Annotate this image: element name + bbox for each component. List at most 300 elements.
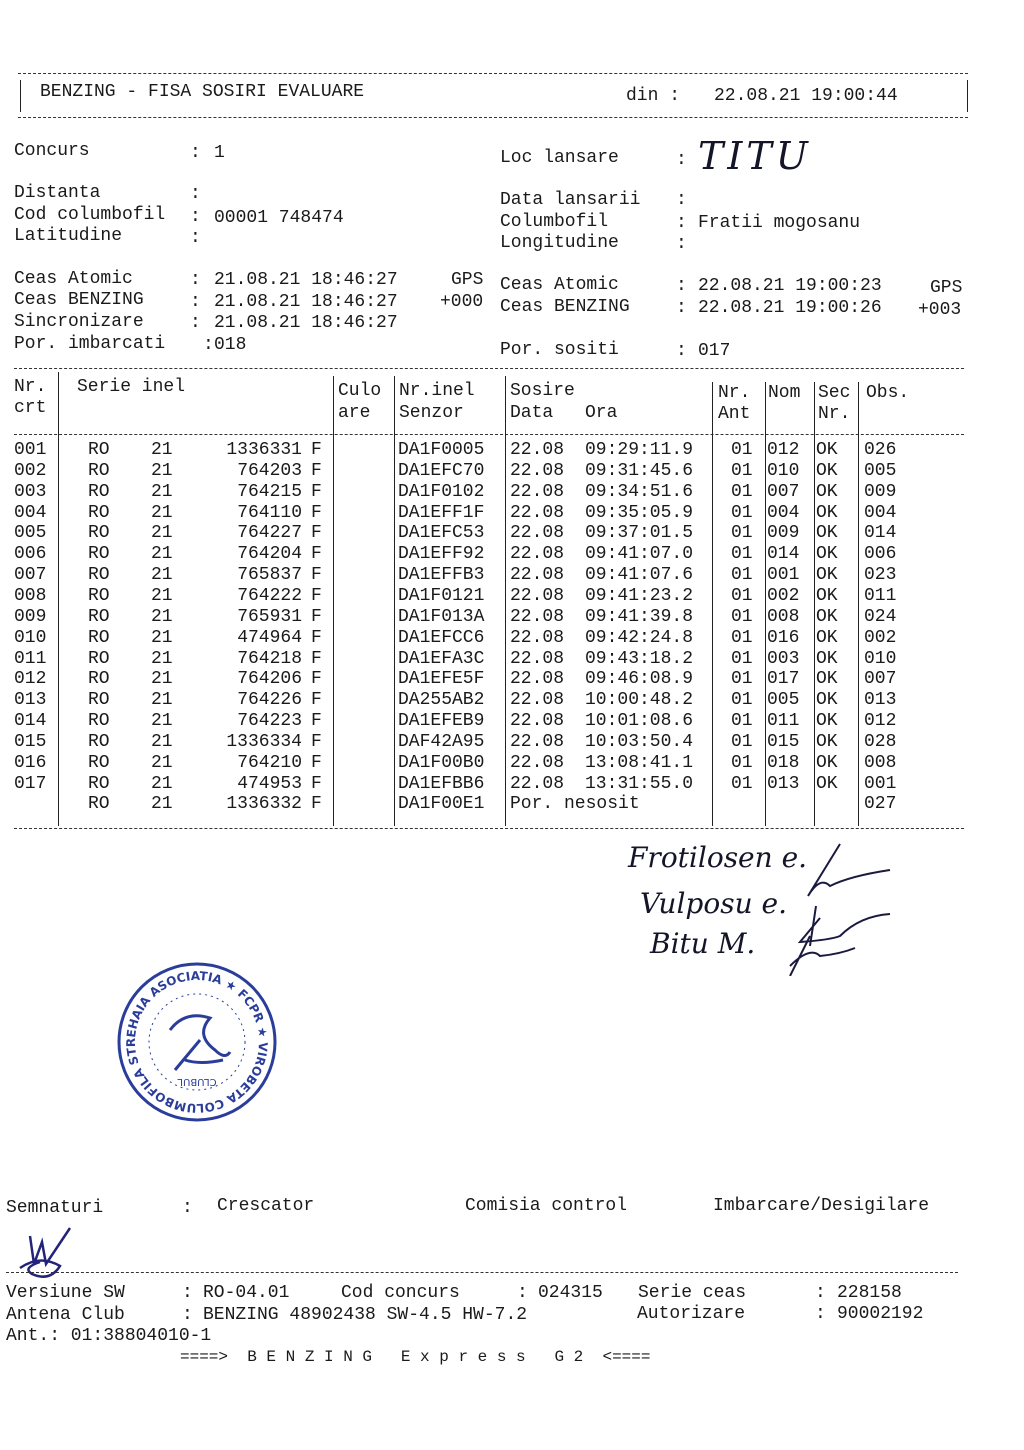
- nom-number: 017: [767, 669, 800, 690]
- ceas-atomic-label: Ceas Atomic: [14, 269, 133, 289]
- sensor-id: DAF42A95: [398, 731, 485, 752]
- benzing-brand-line: ====> B E N Z I N G E x p r e s s G 2 <====: [180, 1348, 651, 1366]
- row-number: 004: [14, 502, 47, 523]
- column-divider: [333, 376, 334, 826]
- row-number: 007: [14, 565, 47, 586]
- svg-text:VIROBETA COLUMBOFILA STREHAIA: VIROBETA COLUMBOFILA STREHAIA ASOCIATIA ★ FCPR ★: [123, 968, 271, 1116]
- nom-number: 007: [767, 481, 800, 502]
- ring-country: RO: [88, 585, 110, 606]
- semnaturi-label: Semnaturi: [6, 1198, 104, 1218]
- colon: :: [815, 1304, 826, 1324]
- antenna-number: 01: [731, 606, 753, 627]
- row-number: 013: [14, 690, 47, 711]
- header-culoare-2: are: [338, 403, 371, 423]
- arrival-date: 22.08: [510, 648, 565, 669]
- sex: F: [311, 544, 322, 565]
- sensor-id: DA1F0005: [398, 440, 485, 460]
- row-number: 008: [14, 585, 47, 606]
- antenna-number: 01: [731, 669, 753, 690]
- sex: F: [311, 523, 322, 544]
- header-nr-ant-1: Nr.: [718, 383, 751, 403]
- arrival-time: 10:01:08.6: [585, 711, 694, 732]
- ceas-atomic-value: 21.08.21 18:46:27: [214, 270, 398, 290]
- arrival-time: 09:41:23.2: [585, 585, 694, 606]
- nom-number: 014: [767, 544, 800, 565]
- arrival-time: 09:37:01.5: [585, 523, 694, 544]
- observation: 009: [864, 481, 897, 502]
- nom-number: 010: [767, 460, 800, 481]
- arrival-date: 22.08: [510, 690, 565, 711]
- arrival-date: 22.08: [510, 627, 565, 648]
- por-sositi-value: 017: [698, 341, 731, 361]
- sensor-id: DA1EFF92: [398, 544, 485, 565]
- ring-country: RO: [88, 544, 110, 565]
- report-title: BENZING - FISA SOSIRI EVALUARE: [40, 82, 365, 102]
- ring-number: 765837: [237, 565, 302, 586]
- ring-year: 21: [151, 565, 173, 586]
- ring-country: RO: [88, 794, 110, 815]
- antenna-number: 01: [731, 544, 753, 565]
- ring-country: RO: [88, 565, 110, 586]
- nom-number: 018: [767, 752, 800, 773]
- cod-columbofil-label: Cod columbofil: [14, 205, 166, 225]
- ring-year: 21: [151, 502, 173, 523]
- ring-country: RO: [88, 731, 110, 752]
- ring-year: 21: [151, 627, 173, 648]
- por-imbarcati-label: Por. imbarcati: [14, 334, 166, 354]
- ring-number: 474953: [237, 773, 302, 794]
- security-status: OK: [816, 544, 838, 565]
- arrival-date: 22.08: [510, 606, 565, 627]
- security-status: OK: [816, 731, 838, 752]
- comisia-control-label: Comisia control: [465, 1196, 628, 1216]
- arrival-date: 22.08: [510, 731, 565, 752]
- sex: F: [311, 460, 322, 481]
- arrival-time: 09:46:08.9: [585, 669, 694, 690]
- ring-number: 474964: [237, 627, 302, 648]
- arrival-date: 22.08: [510, 440, 565, 460]
- ceas-atomic-suffix: GPS: [930, 278, 963, 298]
- report-date-value: 22.08.21 19:00:44: [714, 86, 898, 106]
- sensor-id: DA1EFC53: [398, 523, 485, 544]
- ring-year: 21: [151, 481, 173, 502]
- table-header-rule: [14, 434, 964, 435]
- versiune-sw-label: Versiune SW: [6, 1283, 125, 1303]
- ring-year: 21: [151, 773, 173, 794]
- concurs-value: 1: [214, 143, 225, 163]
- arrival-date: 22.08: [510, 544, 565, 565]
- security-status: OK: [816, 460, 838, 481]
- sensor-id: DA1EFCC6: [398, 627, 485, 648]
- ring-year: 21: [151, 523, 173, 544]
- sensor-id: DA1EFF1F: [398, 502, 485, 523]
- row-number: 016: [14, 752, 47, 773]
- sex: F: [311, 669, 322, 690]
- imbarcare-desigilare-label: Imbarcare/Desigilare: [713, 1196, 930, 1216]
- nom-number: 012: [767, 440, 800, 460]
- ring-year: 21: [151, 544, 173, 565]
- ceas-atomic-label: Ceas Atomic: [500, 275, 619, 295]
- ring-country: RO: [88, 711, 110, 732]
- observation: 008: [864, 752, 897, 773]
- sensor-id: DA1F00E1: [398, 794, 485, 815]
- ring-number: 764226: [237, 690, 302, 711]
- observation: 002: [864, 627, 897, 648]
- antenna-number: 01: [731, 690, 753, 711]
- handwritten-name-1: Frotilosen e.: [628, 841, 808, 874]
- ring-country: RO: [88, 502, 110, 523]
- columbofil-label: Columbofil: [500, 212, 609, 232]
- arrival-date: 22.08: [510, 773, 565, 794]
- sex: F: [311, 585, 322, 606]
- observation: 005: [864, 460, 897, 481]
- ceas-atomic-value: 22.08.21 19:00:23: [698, 276, 882, 296]
- ring-year: 21: [151, 731, 173, 752]
- commission-signature-marks: [780, 836, 910, 976]
- observation: 010: [864, 648, 897, 669]
- ring-country: RO: [88, 752, 110, 773]
- observation: 012: [864, 711, 897, 732]
- ring-country: RO: [88, 523, 110, 544]
- ring-number: 1336331: [226, 440, 302, 460]
- ring-number: 764227: [237, 523, 302, 544]
- colon: :: [190, 184, 201, 204]
- ring-country: RO: [88, 481, 110, 502]
- sex: F: [311, 502, 322, 523]
- antenna-number: 01: [731, 711, 753, 732]
- arrival-time: 09:42:24.8: [585, 627, 694, 648]
- observation: 001: [864, 773, 897, 794]
- header-ora: Ora: [585, 403, 618, 423]
- svg-text:CLUBUL: CLUBUL: [177, 1076, 217, 1087]
- observation: 011: [864, 585, 897, 606]
- observation: 024: [864, 606, 897, 627]
- ring-country: RO: [88, 690, 110, 711]
- arrival-date: 22.08: [510, 502, 565, 523]
- security-status: OK: [816, 565, 838, 586]
- arrival-date: 22.08: [510, 565, 565, 586]
- sensor-id: DA1F013A: [398, 606, 485, 627]
- nom-number: 008: [767, 606, 800, 627]
- ring-number: 1336332: [226, 794, 302, 815]
- arrival-time: 09:35:05.9: [585, 502, 694, 523]
- antenna-number: 01: [731, 481, 753, 502]
- crescator-label: Crescator: [217, 1196, 315, 1216]
- nom-number: 011: [767, 711, 800, 732]
- ring-year: 21: [151, 648, 173, 669]
- ceas-benzing-label: Ceas BENZING: [14, 290, 144, 310]
- row-number: 001: [14, 440, 47, 460]
- ring-country: RO: [88, 773, 110, 794]
- autorizare-value: 90002192: [837, 1304, 924, 1324]
- arrival-time: 09:41:07.6: [585, 565, 694, 586]
- antenna-number: 01: [731, 773, 753, 794]
- ring-country: RO: [88, 669, 110, 690]
- security-status: OK: [816, 523, 838, 544]
- arrival-date: 22.08: [510, 481, 565, 502]
- arrival-date: 22.08: [510, 669, 565, 690]
- distanta-label: Distanta: [14, 183, 101, 203]
- ring-number: 764215: [237, 481, 302, 502]
- sex: F: [311, 752, 322, 773]
- column-divider: [505, 376, 506, 826]
- colon: :: [676, 276, 687, 296]
- ceas-benzing-label: Ceas BENZING: [500, 297, 630, 317]
- header-senzor: Senzor: [399, 403, 464, 423]
- footer-rule: [6, 1272, 958, 1273]
- header-left-border: [20, 80, 21, 112]
- colon: :: [182, 1305, 193, 1325]
- ring-country: RO: [88, 440, 110, 460]
- observation: 026: [864, 440, 897, 460]
- ring-year: 21: [151, 669, 173, 690]
- colon: :: [676, 190, 687, 210]
- sex: F: [311, 794, 322, 815]
- sensor-id: DA1EFBB6: [398, 773, 485, 794]
- security-status: OK: [816, 773, 838, 794]
- security-status: OK: [816, 606, 838, 627]
- versiune-sw-value: RO-04.01: [203, 1283, 290, 1303]
- security-status: OK: [816, 627, 838, 648]
- arrival-time: 09:41:07.0: [585, 544, 694, 565]
- sensor-id: DA1F0102: [398, 481, 485, 502]
- security-status: OK: [816, 752, 838, 773]
- report-date-label: din :: [626, 86, 681, 106]
- longitudine-label: Longitudine: [500, 233, 619, 253]
- antenna-id: Ant.: 01:38804010-1: [6, 1326, 212, 1346]
- observation: 004: [864, 502, 897, 523]
- ring-year: 21: [151, 711, 173, 732]
- arrival-time: 13:08:41.1: [585, 752, 694, 773]
- sex: F: [311, 731, 322, 752]
- antenna-number: 01: [731, 502, 753, 523]
- loc-lansare-value: TITU: [698, 134, 812, 178]
- colon: :: [190, 143, 201, 163]
- por-sositi-label: Por. sositi: [500, 340, 619, 360]
- ring-year: 21: [151, 585, 173, 606]
- sensor-id: DA255AB2: [398, 690, 485, 711]
- observation: 007: [864, 669, 897, 690]
- header-serie-inel: Serie inel: [77, 377, 186, 397]
- sensor-id: DA1EFA3C: [398, 648, 485, 669]
- column-divider: [858, 382, 859, 826]
- ring-number: 764110: [237, 502, 302, 523]
- concurs-label: Concurs: [14, 141, 90, 161]
- ring-number: 764218: [237, 648, 302, 669]
- arrival-time: 09:31:45.6: [585, 460, 694, 481]
- antenna-number: 01: [731, 460, 753, 481]
- nom-number: 002: [767, 585, 800, 606]
- colon: :: [676, 341, 687, 361]
- row-number: 017: [14, 773, 47, 794]
- antena-club-label: Antena Club: [6, 1305, 125, 1325]
- observation: 027: [864, 794, 897, 815]
- ring-year: 21: [151, 752, 173, 773]
- ring-year: 21: [151, 606, 173, 627]
- arrival-date: 22.08: [510, 523, 565, 544]
- sensor-id: DA1EFEB9: [398, 711, 485, 732]
- colon: :: [182, 1198, 193, 1218]
- observation: 023: [864, 565, 897, 586]
- header-sec-nr: Nr.: [818, 404, 851, 424]
- row-number: 011: [14, 648, 47, 669]
- sex: F: [311, 690, 322, 711]
- security-status: OK: [816, 440, 838, 460]
- sincronizare-value: 21.08.21 18:46:27: [214, 313, 398, 333]
- header-data: Data: [510, 403, 554, 423]
- header-right-border: [967, 80, 968, 112]
- sex: F: [311, 606, 322, 627]
- row-number: 009: [14, 606, 47, 627]
- header-bottom-rule: [18, 117, 968, 118]
- antenna-number: 01: [731, 440, 753, 460]
- antenna-number: 01: [731, 585, 753, 606]
- arrival-time: 09:34:51.6: [585, 481, 694, 502]
- ring-number: 764206: [237, 669, 302, 690]
- nom-number: 015: [767, 731, 800, 752]
- ring-year: 21: [151, 460, 173, 481]
- ring-year: 21: [151, 440, 173, 460]
- observation: 013: [864, 690, 897, 711]
- column-divider: [58, 372, 59, 826]
- cod-columbofil-value: 00001 748474: [214, 208, 344, 228]
- column-divider: [765, 382, 766, 826]
- security-status: OK: [816, 502, 838, 523]
- cod-concurs-label: Cod concurs: [341, 1283, 460, 1303]
- ring-number: 764210: [237, 752, 302, 773]
- observation: 028: [864, 731, 897, 752]
- column-divider: [814, 382, 815, 826]
- club-stamp: [115, 960, 280, 1125]
- antenna-number: 01: [731, 752, 753, 773]
- autorizare-label: Autorizare: [637, 1304, 746, 1324]
- header-nr-ant-2: Ant: [718, 404, 751, 424]
- nom-number: 005: [767, 690, 800, 711]
- header-crt: crt: [14, 398, 47, 418]
- colon: :: [190, 270, 201, 290]
- handwritten-name-2: Vulposu e.: [640, 887, 787, 920]
- antenna-number: 01: [731, 565, 753, 586]
- sex: F: [311, 773, 322, 794]
- ring-number: 764223: [237, 711, 302, 732]
- row-number: 002: [14, 460, 47, 481]
- row-number: 005: [14, 523, 47, 544]
- loc-lansare-label: Loc lansare: [500, 148, 619, 168]
- sex: F: [311, 481, 322, 502]
- security-status: OK: [816, 711, 838, 732]
- colon: :: [190, 207, 201, 227]
- colon: :: [203, 335, 214, 355]
- colon: :: [190, 313, 201, 333]
- crescator-signature: [10, 1224, 80, 1284]
- header-sosire: Sosire: [510, 381, 575, 401]
- cod-concurs-value: 024315: [538, 1283, 603, 1303]
- observation: 014: [864, 523, 897, 544]
- security-status: OK: [816, 481, 838, 502]
- header-sec: Sec: [818, 383, 851, 403]
- antena-club-value: BENZING 48902438 SW-4.5 HW-7.2: [203, 1305, 528, 1325]
- data-lansarii-label: Data lansarii: [500, 190, 641, 210]
- ring-country: RO: [88, 606, 110, 627]
- security-status: OK: [816, 585, 838, 606]
- colon: :: [676, 213, 687, 233]
- ceas-atomic-suffix: GPS: [451, 270, 484, 290]
- ring-country: RO: [88, 627, 110, 648]
- arrival-time: 09:29:11.9: [585, 440, 694, 460]
- arrival-date: 22.08: [510, 585, 565, 606]
- ring-number: 1336334: [226, 731, 302, 752]
- header-nr: Nr.: [14, 377, 47, 397]
- ceas-benzing-offset: +000: [440, 292, 484, 312]
- antenna-number: 01: [731, 731, 753, 752]
- ring-number: 764203: [237, 460, 302, 481]
- observation: 006: [864, 544, 897, 565]
- colon: :: [517, 1283, 528, 1303]
- row-number: 014: [14, 711, 47, 732]
- ring-number: 764204: [237, 544, 302, 565]
- serie-ceas-value: 228158: [837, 1283, 902, 1303]
- columbofil-value: Fratii mogosanu: [698, 213, 861, 233]
- colon: :: [190, 292, 201, 312]
- sensor-id: DA1F0121: [398, 585, 485, 606]
- security-status: OK: [816, 669, 838, 690]
- arrival-time: 10:00:48.2: [585, 690, 694, 711]
- arrival-time: 09:41:39.8: [585, 606, 694, 627]
- colon: :: [676, 150, 687, 170]
- sex: F: [311, 648, 322, 669]
- row-number: 012: [14, 669, 47, 690]
- row-number: 006: [14, 544, 47, 565]
- table-bottom-rule: [14, 828, 964, 829]
- serie-ceas-label: Serie ceas: [638, 1283, 747, 1303]
- arrival-date: 22.08: [510, 752, 565, 773]
- colon: :: [190, 228, 201, 248]
- nom-number: 003: [767, 648, 800, 669]
- column-divider: [712, 382, 713, 826]
- colon: :: [182, 1283, 193, 1303]
- latitudine-label: Latitudine: [14, 226, 123, 246]
- ring-year: 21: [151, 690, 173, 711]
- ceas-benzing-value: 21.08.21 18:46:27: [214, 292, 398, 312]
- security-status: OK: [816, 690, 838, 711]
- colon: :: [676, 234, 687, 254]
- sensor-id: DA1EFC70: [398, 460, 485, 481]
- sex: F: [311, 627, 322, 648]
- arrival-date: 22.08: [510, 460, 565, 481]
- ring-number: 764222: [237, 585, 302, 606]
- arrival-time: 13:31:55.0: [585, 773, 694, 794]
- handwritten-name-3: Bitu M.: [650, 927, 756, 960]
- column-divider: [394, 376, 395, 826]
- row-number: 003: [14, 481, 47, 502]
- ceas-benzing-offset: +003: [918, 300, 962, 320]
- row-number: 010: [14, 627, 47, 648]
- sex: F: [311, 711, 322, 732]
- nom-number: 009: [767, 523, 800, 544]
- antenna-number: 01: [731, 523, 753, 544]
- ring-number: 765931: [237, 606, 302, 627]
- antenna-number: 01: [731, 648, 753, 669]
- nom-number: 004: [767, 502, 800, 523]
- antenna-number: 01: [731, 627, 753, 648]
- sex: F: [311, 565, 322, 586]
- colon: :: [676, 298, 687, 318]
- table-top-rule: [14, 368, 964, 369]
- sex: F: [311, 440, 322, 460]
- ring-country: RO: [88, 648, 110, 669]
- por-imbarcati-value: 018: [214, 335, 247, 355]
- arrival-date: 22.08: [510, 711, 565, 732]
